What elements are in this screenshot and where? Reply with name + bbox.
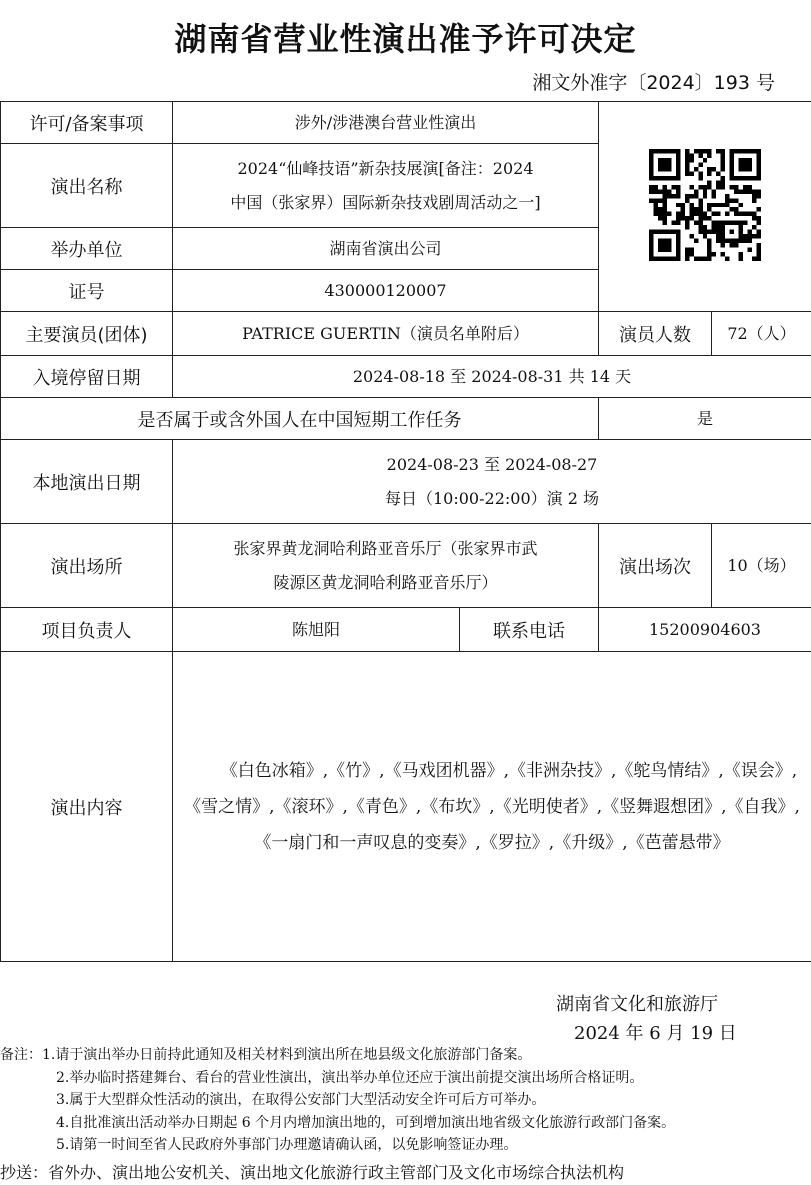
issue-date: 2024 年 6 月 19 日 bbox=[574, 1023, 737, 1044]
item-value: 涉外/涉港澳台营业性演出 bbox=[173, 102, 599, 144]
cert-value: 430000120007 bbox=[173, 270, 599, 312]
performers-value: PATRICE GUERTIN（演员名单附后） bbox=[173, 312, 599, 356]
cc-line bbox=[0, 1160, 811, 1183]
document-number: 湘文外准字〔2024〕193 号 bbox=[532, 72, 775, 94]
note-3: 3.属于大型群众性活动的演出，在取得公安部门大型活动安全许可后方可举办。 bbox=[56, 1092, 546, 1108]
permit-form-table bbox=[0, 101, 811, 962]
note-line-1 bbox=[0, 1044, 811, 1067]
issuer-name: 湖南省文化和旅游厅 bbox=[556, 994, 718, 1015]
show-name-label: 演出名称 bbox=[1, 144, 173, 228]
phone-value: 15200904603 bbox=[599, 608, 811, 652]
local-dates-line-1: 2024-08-23 至 2024-08-27 bbox=[386, 454, 598, 474]
document-title: 湖南省营业性演出准予许可决定 bbox=[174, 20, 637, 58]
performers-label: 主要演员(团体) bbox=[1, 312, 173, 356]
cert-label: 证号 bbox=[1, 270, 173, 312]
sessions-label: 演出场次 bbox=[599, 524, 712, 608]
qr-code-icon bbox=[649, 149, 761, 261]
performer-count-value: 72（人） bbox=[712, 312, 811, 356]
venue-value bbox=[173, 524, 599, 608]
note-5: 5.请第一时间至省人民政府外事部门办理邀请确认函，以免影响签证办理。 bbox=[56, 1137, 518, 1153]
notes-prefix: 备注： bbox=[0, 1047, 42, 1063]
organizer-value: 湖南省演出公司 bbox=[173, 228, 599, 270]
show-name-value bbox=[173, 144, 599, 228]
short-term-work-label: 是否属于或含外国人在中国短期工作任务 bbox=[1, 398, 599, 440]
content-label: 演出内容 bbox=[1, 652, 173, 962]
cc-label: 抄送： bbox=[0, 1163, 49, 1182]
manager-label: 项目负责人 bbox=[1, 608, 173, 652]
local-dates-value bbox=[173, 440, 811, 524]
stay-dates-value: 2024-08-18 至 2024-08-31 共 14 天 bbox=[173, 356, 811, 398]
venue-line-2: 陵源区黄龙洞哈利路亚音乐厅） bbox=[273, 572, 498, 592]
stay-dates-label: 入境停留日期 bbox=[1, 356, 173, 398]
manager-value: 陈旭阳 bbox=[173, 608, 460, 652]
show-name-line-2: 中国（张家界）国际新杂技戏剧周活动之一] bbox=[230, 192, 541, 212]
sessions-value: 10（场） bbox=[712, 524, 811, 608]
performer-count-label: 演员人数 bbox=[599, 312, 712, 356]
local-dates-label: 本地演出日期 bbox=[1, 440, 173, 524]
venue-line-1: 张家界黄龙洞哈利路亚音乐厅（张家界市武 bbox=[233, 538, 538, 558]
content-value: 《白色冰箱》,《竹》,《马戏团机器》,《非洲杂技》,《鸵鸟情结》,《误会》,《雪之情》,《滚环》,《青色》,《布坎》,《光明使者》,《竖舞遐想团》,《自我》,《一扇门和一声叹息的变奏》,《罗拉》,《升级》,《芭蕾悬带》 bbox=[173, 652, 811, 962]
item-label: 许可/备案事项 bbox=[1, 102, 173, 144]
cc-value: 省外办、演出地公安机关、演出地文化旅游行政主管部门及文化市场综合执法机构 bbox=[48, 1163, 625, 1182]
phone-label: 联系电话 bbox=[460, 608, 599, 652]
organizer-label: 举办单位 bbox=[1, 228, 173, 270]
short-term-work-value: 是 bbox=[599, 398, 811, 440]
qr-code-cell bbox=[599, 102, 811, 312]
venue-label: 演出场所 bbox=[1, 524, 173, 608]
note-1: 1.请于演出举办日前持此通知及相关材料到演出所在地县级文化旅游部门备案。 bbox=[42, 1047, 532, 1063]
notes-section bbox=[0, 1044, 811, 1157]
note-2: 2.举办临时搭建舞台、看台的营业性演出，演出举办单位还应于演出前提交演出场所合格证明。 bbox=[56, 1069, 644, 1086]
local-dates-line-2: 每日（10:00-22:00）演 2 场 bbox=[385, 488, 599, 508]
note-4: 4.自批准演出活动举办日期起 6 个月内增加演出地的，可到增加演出地省级文化旅游行政部门备案。 bbox=[56, 1114, 676, 1131]
show-name-line-1: 2024“仙峰技语”新杂技展演[备注：2024 bbox=[237, 158, 534, 178]
